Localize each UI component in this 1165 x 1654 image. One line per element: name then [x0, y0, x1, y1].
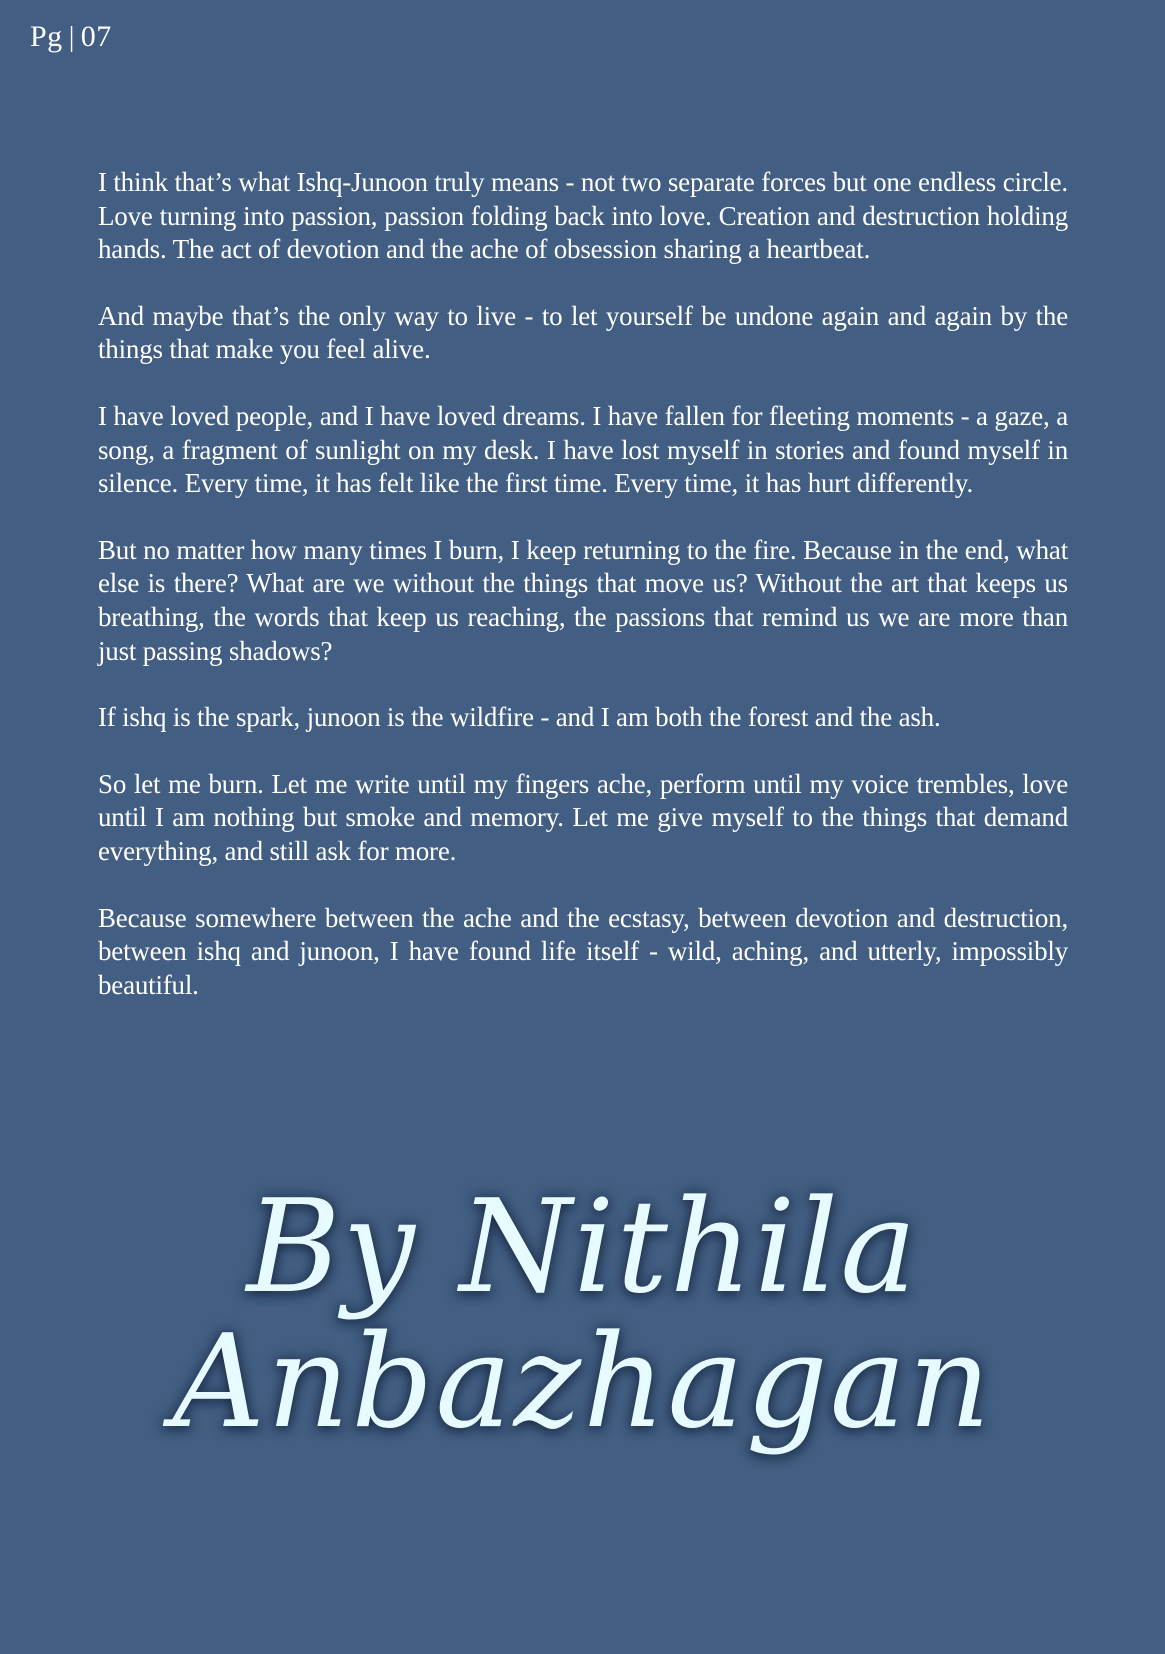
page-number-value: 07	[80, 20, 112, 53]
byline-line-2: Anbazhagan	[172, 1308, 993, 1457]
paragraph: Because somewhere between the ache and the ecstasy, between devotion and destruction, between ishq and junoon, I have found life itself - wild, aching, and utterly, impossibly beautiful.	[98, 902, 1068, 1000]
paragraph: If ishq is the spark, junoon is the wildfire - and I am both the forest and the ash.	[98, 702, 941, 733]
paragraph: I have loved people, and I have loved dreams. I have fallen for fleeting moments - a gaze, a song, a fragment of sunlight on my desk. I have lost myself in stories and found myself in silence. Every time, it has felt like the first time. Every time, it has hurt differently.	[98, 400, 1068, 499]
paragraph: So let me burn. Let me write until my fingers ache, perform until my voice trembles, love until I am nothing but smoke and memory. Let me give myself to the things that demand everything, and still ask for more.	[98, 768, 1068, 866]
page-number-prefix: Pg	[30, 20, 63, 53]
byline-line-1: By Nithila	[246, 1173, 919, 1322]
paragraph: But no matter how many times I burn, I keep returning to the fire. Because in the end, what else is there? What are we without the things that move us? Without the art that keeps us breathing, the words that keep us reaching, the passions that remind us we are more than just passing shadows?	[98, 534, 1068, 666]
page-number-separator: |	[68, 22, 75, 53]
paragraph: I think that’s what Ishq-Junoon truly means - not two separate forces but one endless circle. Love turning into passion, passion folding back into love. Creation and destruction holding hands. The act of devotion and the ache of obsession sharing a heartbeat.	[98, 167, 1068, 265]
article-body	[98, 166, 1068, 1035]
author-byline	[0, 1173, 1165, 1457]
page-number	[30, 20, 112, 54]
paragraph: And maybe that’s the only way to live - to let yourself be undone again and again by the things that make you feel alive.	[98, 300, 1068, 365]
